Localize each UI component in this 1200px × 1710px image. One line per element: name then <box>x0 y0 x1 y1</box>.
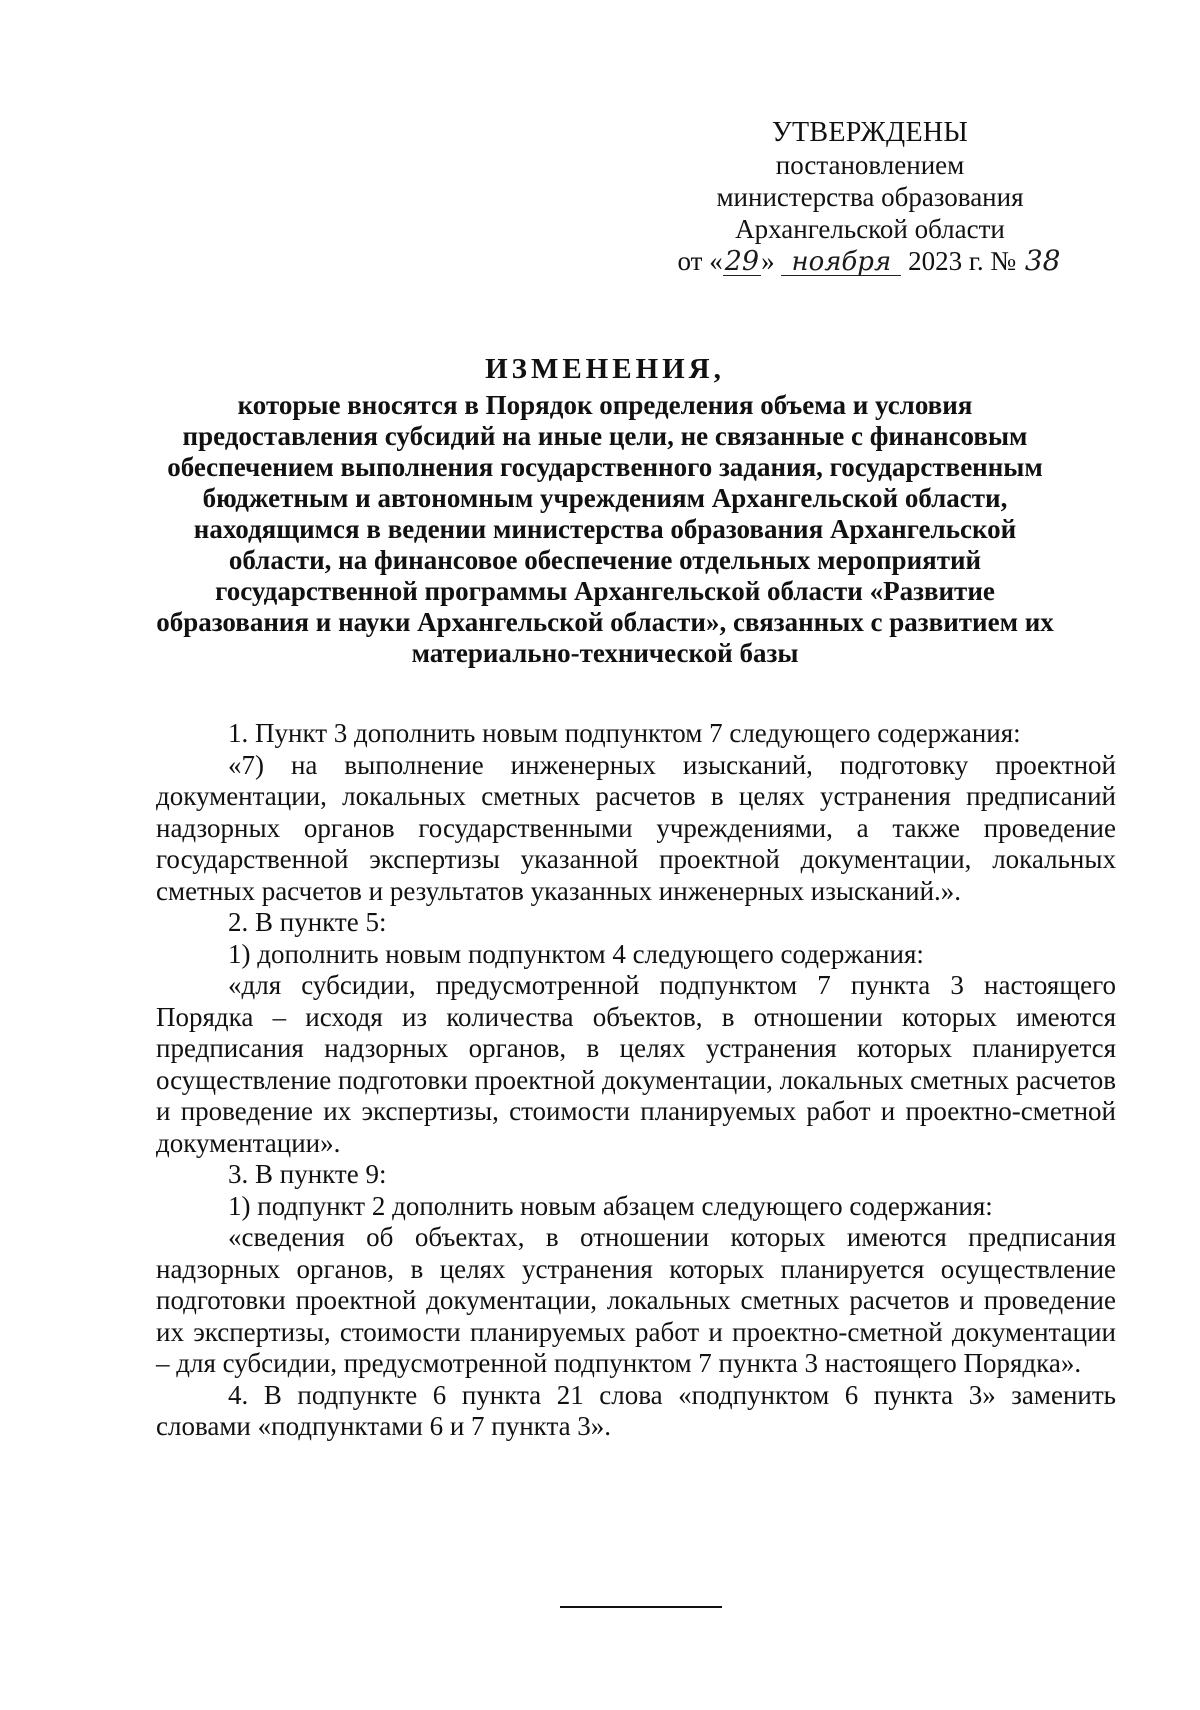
date-year: 2023 г. № <box>908 246 1017 276</box>
date-mid: » <box>761 246 775 276</box>
paragraph-item-2: 2. В пункте 5: <box>228 907 387 937</box>
approval-line-2: министерства образования <box>716 182 1024 212</box>
paragraph-item-2-text: «для субсидии, предусмотренной подпунктом 7 пункта 3 настоящего Порядка – исходя из количества объектов, в отношении которых имеются предписания надзорных органов, в целях устранения которых планируется осуществление подготовки проектной документации, локальных сметных расчетов и проведение их экспертизы, стоимости планируемых работ и проектно-сметной документации». <box>156 970 1116 1158</box>
approval-stamp-block <box>640 117 1100 277</box>
paragraph-item-3: 3. В пункте 9: <box>228 1159 387 1189</box>
paragraph-item-2-sub-1: 1) дополнить новым подпунктом 4 следующего содержания: <box>228 938 924 969</box>
approved-label: УТВЕРЖДЕНЫ <box>771 117 969 148</box>
end-divider-line <box>560 1606 722 1608</box>
date-prefix: от « <box>677 246 723 276</box>
paragraph-item-3-sub-1: 1) подпункт 2 дополнить новым абзацем следующего содержания: <box>228 1190 993 1221</box>
document-body <box>156 718 1116 1443</box>
handwritten-month: ноября <box>781 249 901 276</box>
paragraph-item-1-text: «7) на выполнение инженерных изысканий, подготовку проектной документации, локальных сметных расчетов в целях устранения предписаний надзорных органов государственными учреждениями, а также проведение государственной экспертизы указанной проектной документации, локальных сметных расчетов и результатов указанных инженерных изысканий.». <box>156 749 1116 906</box>
document-heading: ИЗМЕНЕНИЯ, <box>485 353 725 385</box>
paragraph-item-4: 4. В подпункте 6 пункта 21 слова «подпунктом 6 пункта 3» заменить словами «подпунктами 6 и 7 пункта 3». <box>156 1379 1116 1441</box>
handwritten-day: 29 <box>724 246 760 277</box>
approval-line-3: Архангельской области <box>735 214 1005 244</box>
approval-line-1: постановлением <box>775 150 965 180</box>
approval-date-line <box>640 245 1100 277</box>
document-subtitle: которые вносятся в Порядок определения объема и условия предоставления субсидий на иные цели, не связанные с финансовым обеспечением выполнения государственного задания, государственным бюджетным и автономным учреждениям Архангельской области, находящимся в ведении министерства образования Архангельской области, на финансовое обеспечение отдельных мероприятий государственной программы Архангельской области «Развитие образования и науки Архангельской области», связанных с развитием их материально-технической базы <box>156 390 1054 668</box>
document-title-block <box>150 352 1060 669</box>
paragraph-item-1: 1. Пункт 3 дополнить новым подпунктом 7 следующего содержания: <box>228 718 1021 748</box>
handwritten-number: 38 <box>1024 244 1061 277</box>
paragraph-item-3-text: «сведения об объектах, в отношении которых имеются предписания надзорных органов, в целях устранения которых планируется осуществление подготовки проектной документации, локальных сметных расчетов и проведение их экспертизы, стоимости планируемых работ и проектно-сметной документации – для субсидии, предусмотренной подпунктом 7 пункта 3 настоящего Порядка». <box>156 1222 1116 1378</box>
